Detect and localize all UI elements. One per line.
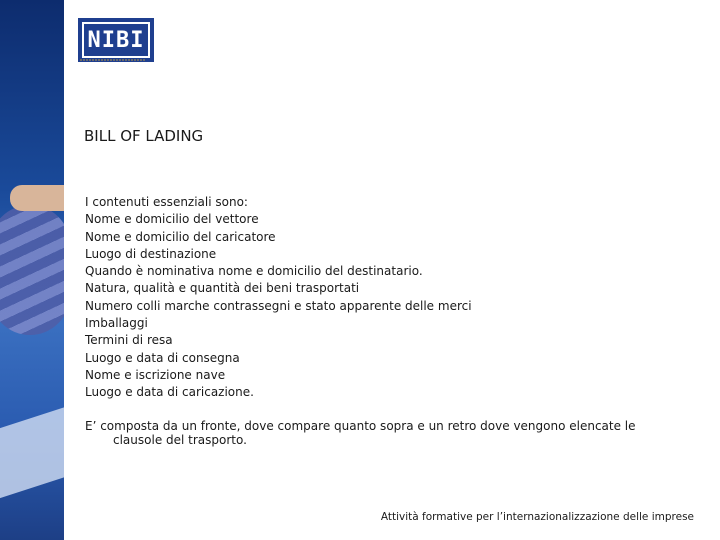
content-line: Luogo e data di caricazione. (85, 385, 254, 400)
content-line: Natura, qualità e quantità dei beni trasportati (85, 281, 360, 296)
content-line: Nome e domicilio del vettore (85, 212, 259, 227)
content-line: Nome e domicilio del caricatore (85, 229, 276, 244)
decorative-side-image (0, 0, 64, 540)
content-line: Luogo di destinazione (85, 246, 217, 261)
content-line: Luogo e data di consegna (85, 350, 240, 365)
logo-text: NIBI (82, 22, 150, 58)
description-paragraph (85, 419, 655, 447)
slide-title: BILL OF LADING (84, 127, 204, 145)
content-line: Quando è nominativa nome e domicilio del destinatario. (85, 264, 423, 279)
footer-text: Attività formative per l’internazionalizzazione delle imprese (380, 511, 694, 523)
content-line: Nome e iscrizione nave (85, 367, 226, 382)
paragraph-line: clausole del trasporto. (113, 433, 247, 447)
sheet-graphic (0, 405, 64, 504)
ribbon-graphic (0, 205, 64, 335)
content-line: Numero colli marche contrassegni e stato apparente delle merci (85, 298, 472, 313)
hand-graphic (10, 185, 64, 211)
nibi-logo (78, 18, 154, 62)
content-list (85, 194, 685, 402)
content-line: I contenuti essenziali sono: (85, 195, 248, 209)
content-line: Termini di resa (85, 333, 173, 348)
paragraph-line: E’ composta da un fronte, dove compare quanto sopra e un retro dove vengono elencate le (85, 419, 636, 433)
content-line: Imballaggi (85, 316, 148, 331)
logo-tagline-graphic (80, 59, 146, 61)
